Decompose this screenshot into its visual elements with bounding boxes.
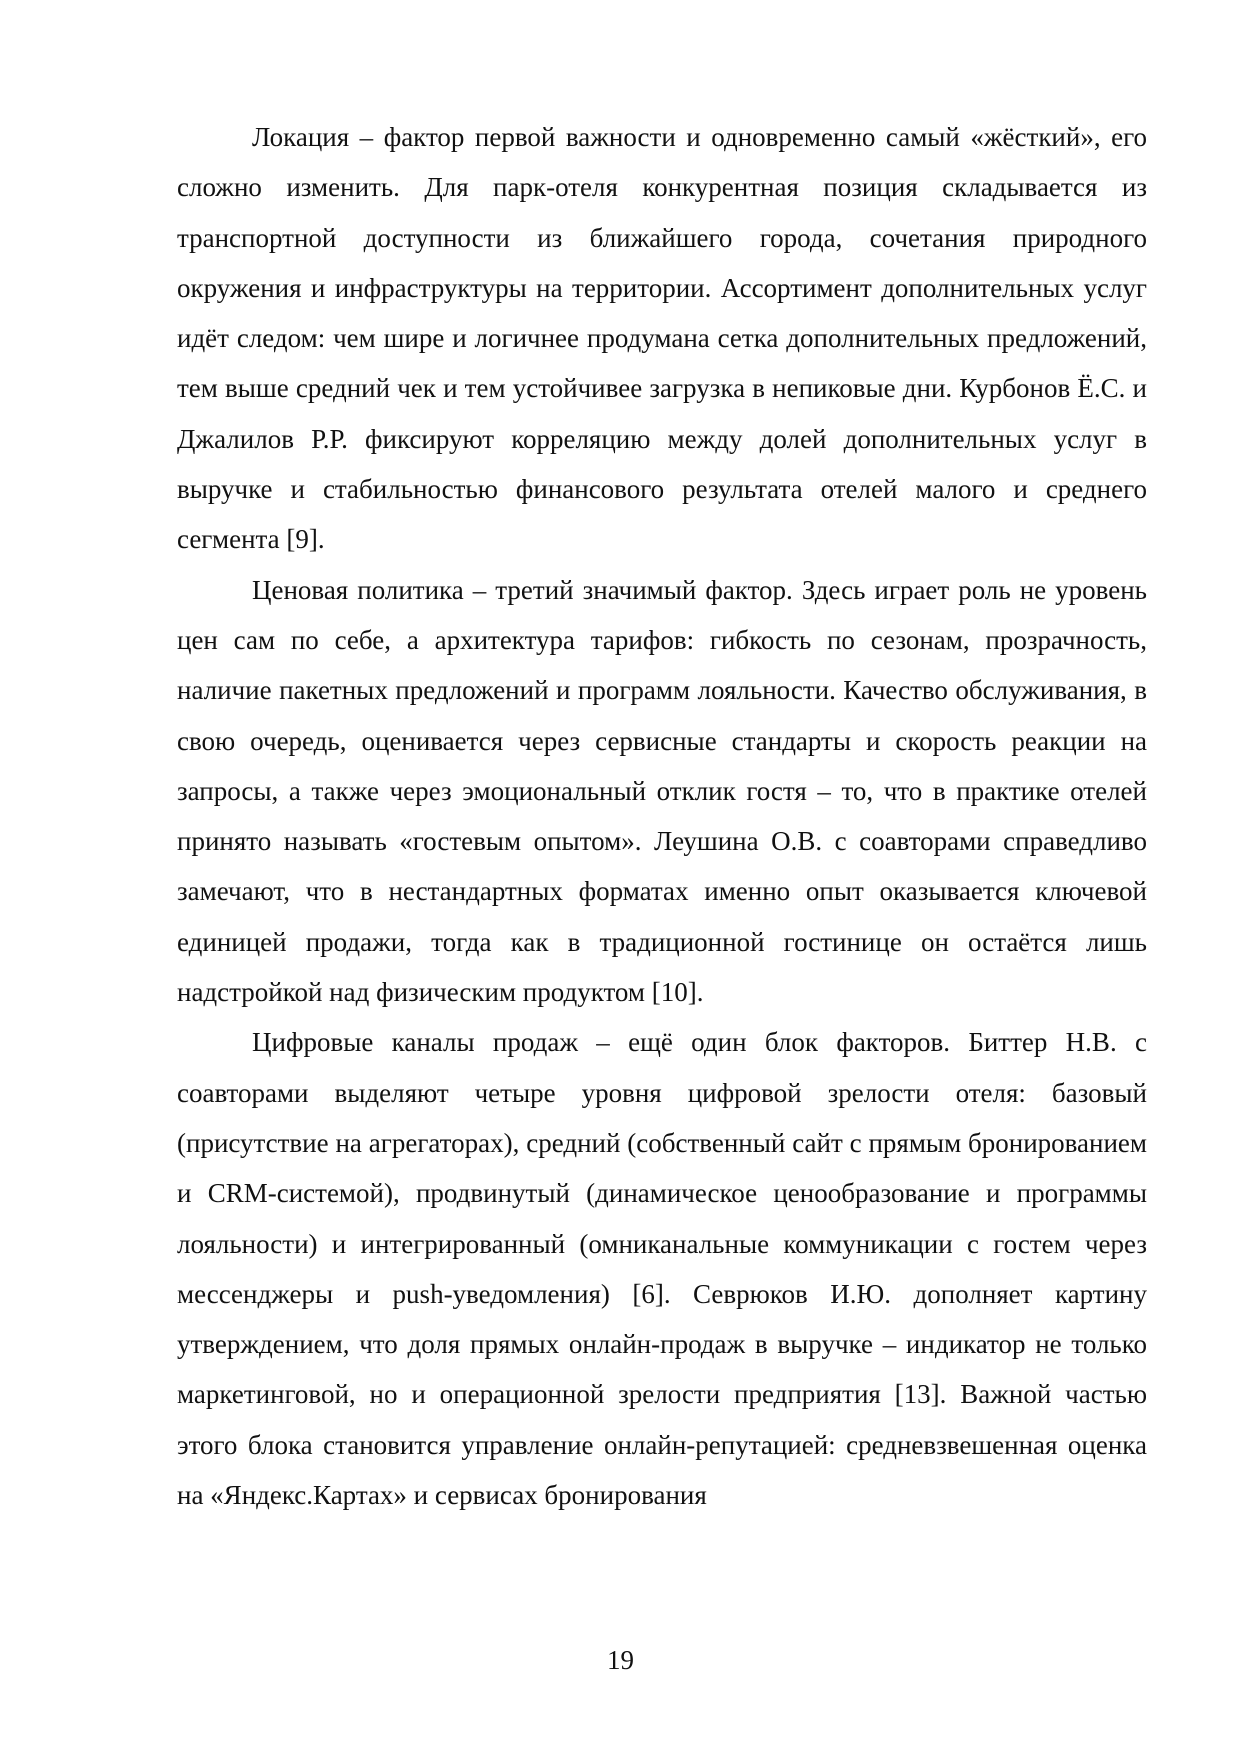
paragraph-digital-channels: Цифровые каналы продаж – ещё один блок факторов. Биттер Н.В. с соавторами выделяют четыре уровня цифровой зрелости отеля: базовый (присутствие на агрегаторах), средний (собственный сайт с прямым бронированием и CRM-системой), продвинутый (динамическое ценообразование и программы лояльности) и интегрированный (омниканальные коммуникации с гостем через мессенджеры и push-уведомления) [6]. Севрюков И.Ю. дополняет картину утверждением, что доля прямых онлайн-продаж в выручке – индикатор не только маркетинговой, но и операционной зрелости предприятия [13]. Важной частью этого блока становится управление онлайн-репутацией: средневзвешенная оценка на «Яндекс.Картах» и сервисах бронирования xyxy=(177,1027,1147,1511)
page-number: 19 xyxy=(607,1645,634,1675)
body-text xyxy=(177,112,1147,1520)
paragraph-pricing: Ценовая политика – третий значимый фактор. Здесь играет роль не уровень цен сам по себе, а архитектура тарифов: гибкость по сезонам, прозрачность, наличие пакетных предложений и программ лояльности. Качество обслуживания, в свою очередь, оценивается через сервисные стандарты и скорость реакции на запросы, а также через эмоциональный отклик гостя – то, что в практике отелей принято называть «гостевым опытом». Леушина О.В. с соавторами справедливо замечают, что в нестандартных форматах именно опыт оказывается ключевой единицей продажи, тогда как в традиционной гостинице он остаётся лишь надстройкой над физическим продуктом [10]. xyxy=(177,574,1147,1008)
paragraph-location: Локация – фактор первой важности и одновременно самый «жёсткий», его сложно изменить. Для парк-отеля конкурентная позиция складывается из транспортной доступности из ближайшего города, сочетания природного окружения и инфраструктуры на территории. Ассортимент дополнительных услуг идёт следом: чем шире и логичнее продумана сетка дополнительных предложений, тем выше средний чек и тем устойчивее загрузка в непиковые дни. Курбонов Ё.С. и Джалилов Р.Р. фиксируют корреляцию между долей дополнительных услуг в выручке и стабильностью финансового результата отелей малого и среднего сегмента [9]. xyxy=(177,122,1147,555)
